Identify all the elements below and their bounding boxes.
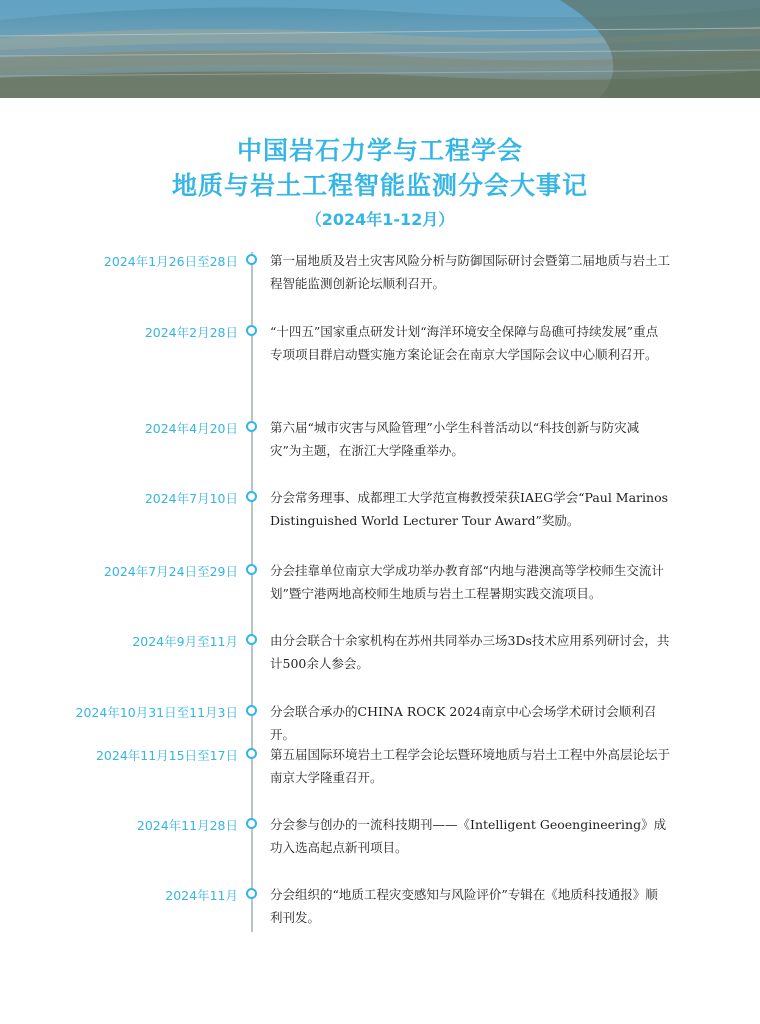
timeline-dot-icon: [246, 325, 257, 336]
page-subtitle-date-range: （2024年1-12月）: [305, 210, 455, 229]
event-description: 由分会联合十余家机构在苏州共同举办三场3Ds技术应用系列研讨会，共计500余人参会。: [270, 633, 670, 671]
event-date: 2024年7月24日至29日: [103, 564, 238, 579]
header-banner-image: [0, 0, 760, 98]
timeline-dot-icon: [246, 421, 257, 432]
event-date: 2024年4月20日: [144, 421, 238, 436]
event-date: 2024年2月28日: [144, 325, 238, 340]
event-date: 2024年7月10日: [144, 491, 238, 506]
timeline-dot-icon: [246, 254, 257, 265]
event-date: 2024年11月: [165, 888, 238, 903]
event-date: 2024年1月26日至28日: [103, 254, 238, 269]
page-title-line-1: 中国岩石力学与工程学会: [236, 136, 523, 165]
event-description: “十四五”国家重点研发计划“海洋环境安全保障与岛礁可持续发展”重点专项项目群启动暨实施方案论证会在南京大学国际会议中心顺利召开。: [270, 324, 659, 362]
timeline-dot-icon: [246, 748, 257, 759]
page-title-line-2: 地质与岩土工程智能监测分会大事记: [171, 171, 588, 200]
event-date: 2024年9月至11月: [132, 634, 238, 649]
timeline-dot-icon: [246, 888, 257, 899]
timeline-dot-icon: [246, 634, 257, 645]
timeline-dot-icon: [246, 705, 257, 716]
event-description: 第一届地质及岩土灾害风险分析与防御国际研讨会暨第二届地质与岩土工程智能监测创新论坛顺利召开。: [270, 253, 671, 291]
event-description: 分会组织的“地质工程灾变感知与风险评价”专辑在《地质科技通报》顺利刊发。: [270, 887, 658, 925]
timeline-axis: [251, 252, 253, 932]
event-description: 第六届“城市灾害与风险管理”小学生科普活动以“科技创新与防灾减灾”为主题，在浙江大学隆重举办。: [270, 420, 640, 458]
event-description: 分会常务理事、成都理工大学范宣梅教授荣获IAEG学会“Paul Marinos Distinguished World Lecturer Tour Award”奖励。: [270, 490, 669, 528]
event-description: 分会联合承办的CHINA ROCK 2024南京中心会场学术研讨会顺利召开。: [270, 704, 657, 742]
event-date: 2024年11月28日: [136, 818, 238, 833]
event-date: 2024年11月15日至17日: [95, 748, 238, 763]
timeline-dot-icon: [246, 491, 257, 502]
timeline-dot-icon: [246, 564, 257, 575]
timeline-dot-icon: [246, 818, 257, 829]
event-description: 分会参与创办的一流科技期刊——《Intelligent Geoengineering》成功入选高起点新刊项目。: [270, 817, 667, 855]
event-description: 分会挂靠单位南京大学成功举办教育部“内地与港澳高等学校师生交流计划”暨宁港两地高校师生地质与岩土工程暑期实践交流项目。: [270, 563, 664, 601]
event-description: 第五届国际环境岩土工程学会论坛暨环境地质与岩土工程中外高层论坛于南京大学隆重召开。: [270, 747, 671, 785]
event-date: 2024年10月31日至11月3日: [75, 705, 238, 720]
open-pit-mine-illustration: [0, 0, 760, 98]
